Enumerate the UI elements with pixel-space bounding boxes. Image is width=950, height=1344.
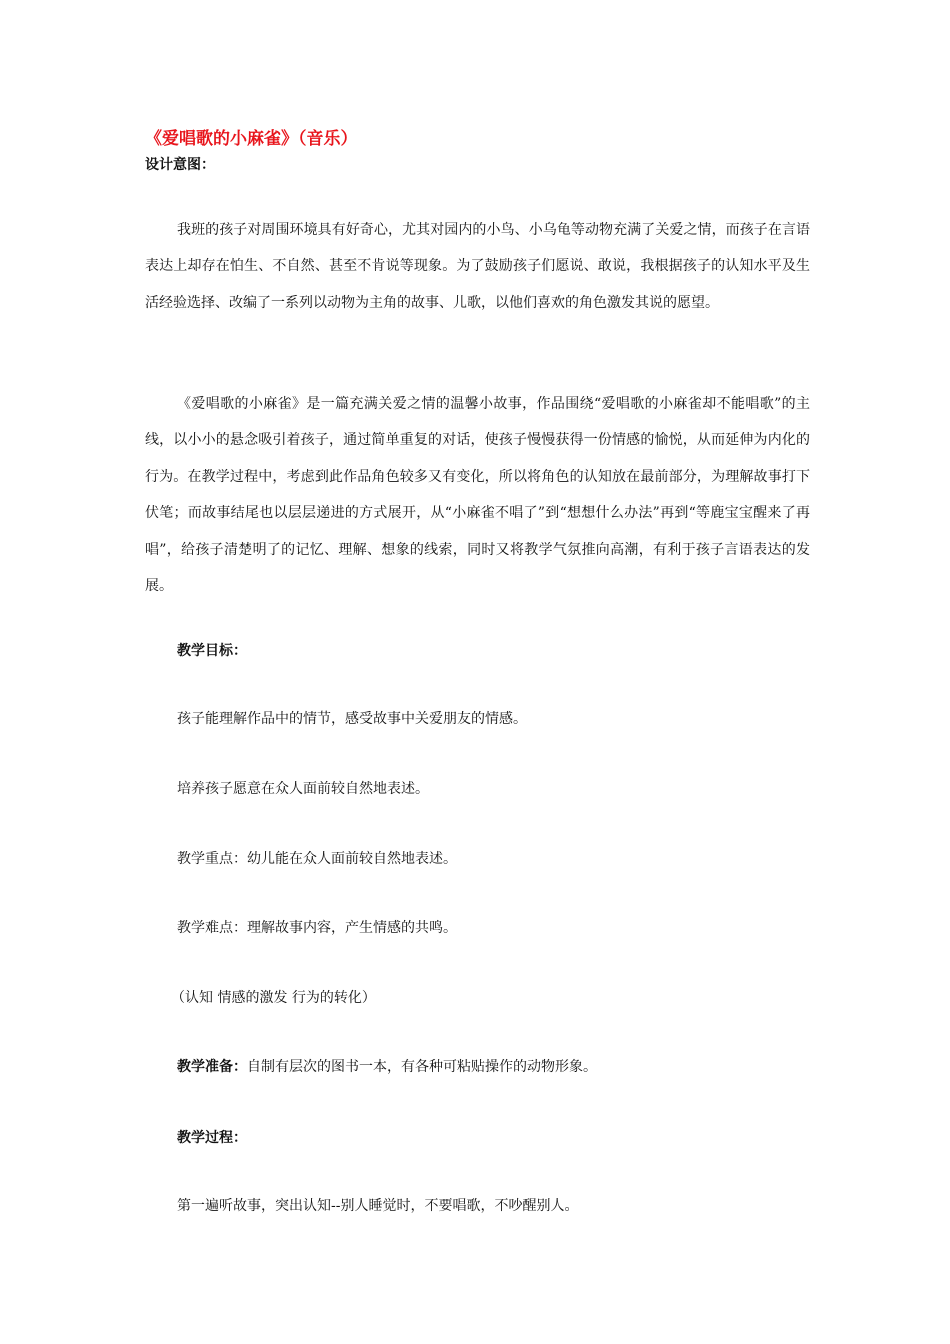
design-intent-heading: 设计意图： [145,157,215,173]
preparation-label: 教学准备： [177,1059,247,1075]
document-title: 《爱唱歌的小麻雀》（音乐） [145,129,358,149]
preparation-text: 自制有层次的图书一本，有各种可粘贴操作的动物形象。 [247,1059,597,1075]
teaching-process-heading: 教学过程： [177,1130,247,1146]
teaching-preparation [177,1056,597,1076]
design-intent-paragraph-2: 《爱唱歌的小麻雀》是一篇充满关爱之情的温馨小故事，作品围绕“爱唱歌的小麻雀却不能唱歌”的主线，以小小的悬念吸引着孩子，通过简单重复的对话，使孩子慢慢获得一份情感的愉悦，从而延伸为内化的行为。在教学过程中，考虑到此作品角色较多又有变化，所以将角色的认知放在最前部分，为理解故事打下伏笔；而故事结尾也以层层递进的方式展开，从“小麻雀不唱了”到“想想什么办法”再到“等鹿宝宝醒来了再唱”，给孩子清楚明了的记忆、理解、想象的线索，同时又将教学气氛推向高潮，有利于孩子言语表达的发展。 [145,396,810,595]
goal-item-2: 培养孩子愿意在众人面前较自然地表述。 [177,781,429,797]
goal-item-1: 孩子能理解作品中的情节，感受故事中关爱朋友的情感。 [177,711,527,727]
process-step-1: 第一遍听故事，突出认知--别人睡觉时，不要唱歌，不吵醒别人。 [177,1198,579,1214]
teaching-key-point: 教学重点：幼儿能在众人面前较自然地表述。 [177,851,457,867]
teaching-difficulty: 教学难点：理解故事内容，产生情感的共鸣。 [177,920,457,936]
note-line: （认知 情感的激发 行为的转化） [171,990,376,1006]
teaching-goals-heading: 教学目标： [177,643,247,659]
design-intent-paragraph-1: 我班的孩子对周围环境具有好奇心，尤其对园内的小鸟、小乌龟等动物充满了关爱之情，而孩子在言语表达上却存在怕生、不自然、甚至不肯说等现象。为了鼓励孩子们愿说、敢说，我根据孩子的认知水平及生活经验选择、改编了一系列以动物为主角的故事、儿歌，以他们喜欢的角色激发其说的愿望。 [145,222,810,311]
